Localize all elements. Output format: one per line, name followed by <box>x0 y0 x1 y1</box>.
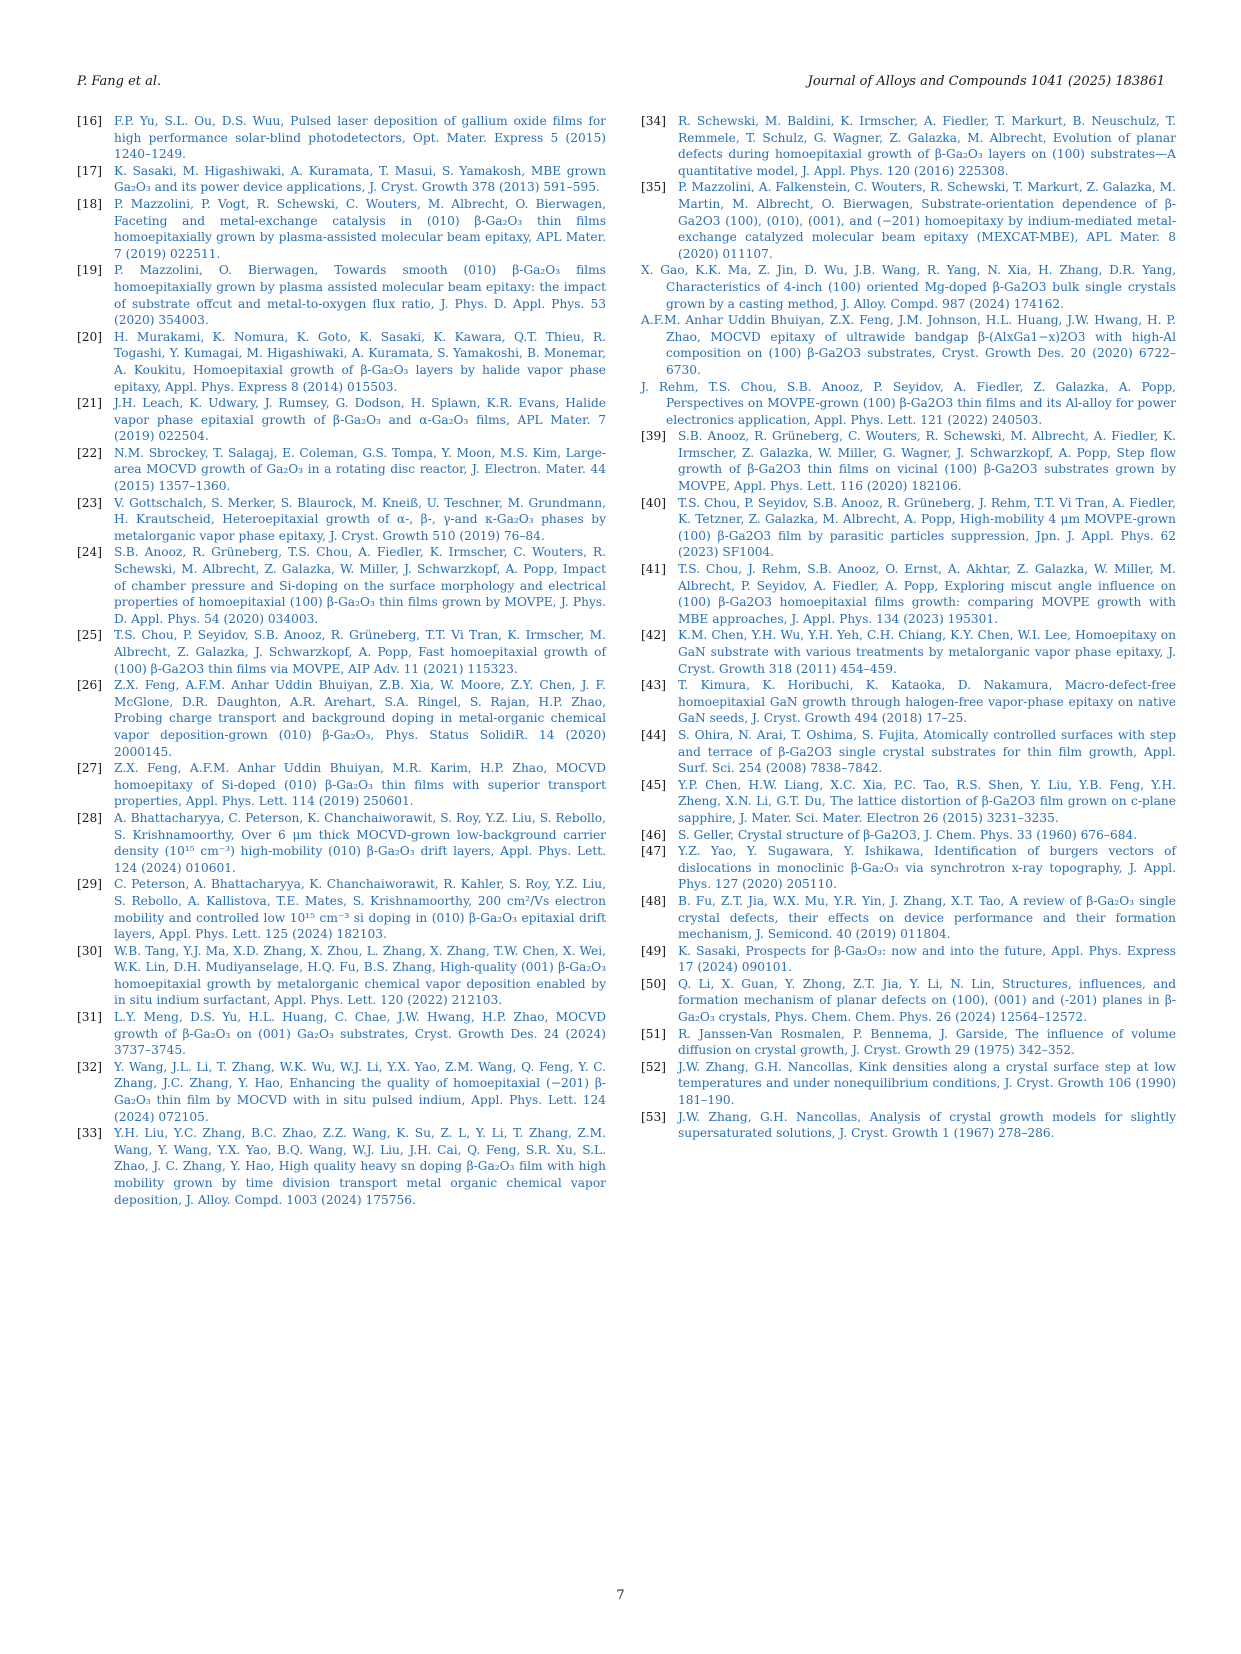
reference-link[interactable]: Y.Z. Yao, Y. Sugawara, Y. Ishikawa, Identification of burgers vectors of dislocations in monoclinic β-Ga₂O₃ via synchrotron x-ray topography, J. Appl. Phys. 127 (2020) 205110. <box>678 844 1176 892</box>
reference-number: [33] <box>77 1126 103 1141</box>
reference-item <box>77 677 606 760</box>
reference-item <box>77 876 606 942</box>
reference-link[interactable]: Q. Li, X. Guan, Y. Zhong, Z.T. Jia, Y. Li, N. Lin, Structures, influences, and formation mechanism of planar defects on (100), (001) and (-201) planes in β-Ga₂O₃ crystals, Phys. Chem. Chem. Phys. 26 (2024) 12564–12572. <box>678 976 1176 1025</box>
reference-number: [17] <box>77 163 103 178</box>
reference-number: [46] <box>641 827 667 842</box>
reference-link[interactable]: Z.X. Feng, A.F.M. Anhar Uddin Bhuiyan, Z.B. Xia, W. Moore, Z.Y. Chen, J. F. McGlone, D.R. Daughton, A.R. Arehart, S.A. Ringel, S. Rajan, H.P. Zhao, Probing charge transport and background doping in metal-organic chemical vapor deposition-grown (010) β-Ga₂O₃, Phys. Status SolidiR. 14 (2020) 2000145. <box>114 678 606 759</box>
reference-link[interactable]: S. Geller, Crystal structure of β-Ga2O3, J. Chem. Phys. 33 (1960) 676–684. <box>678 827 1138 842</box>
reference-item <box>641 428 1176 494</box>
reference-number: [34] <box>641 114 667 128</box>
reference-item <box>641 777 1176 827</box>
reference-number: [35] <box>641 180 667 195</box>
reference-item <box>77 1059 606 1125</box>
reference-item <box>641 561 1176 627</box>
reference-link[interactable]: W.B. Tang, Y.J. Ma, X.D. Zhang, X. Zhou, L. Zhang, X. Zhang, T.W. Chen, X. Wei, W.K. Lin, D.H. Mudiyanselage, H.Q. Fu, B.S. Zhang, High-quality (001) β-Ga₂O₃ homoepitaxial growth by metalorganic chemical vapor deposition enabled by in situ indium surfactant, Appl. Phys. Lett. 120 (2022) 212103. <box>114 943 606 1008</box>
reference-item <box>77 810 606 876</box>
reference-link[interactable]: S.B. Anooz, R. Grüneberg, T.S. Chou, A. Fiedler, K. Irmscher, C. Wouters, R. Schewski, M. Albrecht, Z. Galazka, W. Miller, J. Schwarzkopf, A. Popp, Impact of chamber pressure and Si-doping on the surface morphology and electrical properties of homoepitaxial (100) β-Ga₂O₃ thin films grown by MOVPE, J. Phys. D. Appl. Phys. 54 (2020) 034003. <box>114 545 606 626</box>
reference-link[interactable]: T.S. Chou, P. Seyidov, S.B. Anooz, R. Grüneberg, T.T. Vi Tran, K. Irmscher, M. Albrecht, Z. Galazka, J. Schwarzkopf, A. Popp, Fast homoepitaxial growth of (100) β-Ga2O3 thin films via MOVPE, AIP Adv. 11 (2021) 115323. <box>114 628 606 676</box>
reference-item <box>77 627 606 677</box>
reference-link[interactable]: P. Mazzolini, A. Falkenstein, C. Wouters, R. Schewski, T. Markurt, Z. Galazka, M. Martin, M. Albrecht, O. Bierwagen, Substrate-orientation dependence of β-Ga2O3 (100), (010), (001), and (−201) homoepitaxy by indium-mediated metal-exchange catalyzed molecular beam epitaxy (MEXCAT-MBE), APL Mater. 8 (2020) 011107. <box>678 180 1176 261</box>
reference-link[interactable]: K.M. Chen, Y.H. Wu, Y.H. Yeh, C.H. Chiang, K.Y. Chen, W.I. Lee, Homoepitaxy on GaN substrate with various treatments by metalorganic vapor phase epitaxy, J. Cryst. Growth 318 (2011) 454–459. <box>678 628 1176 676</box>
reference-link[interactable]: R. Schewski, M. Baldini, K. Irmscher, A. Fiedler, T. Markurt, B. Neuschulz, T. Remmele, T. Schulz, G. Wagner, Z. Galazka, M. Albrecht, Evolution of planar defects during homoepitaxial growth of β-Ga₂O₃ layers on (100) substrates—A quantitative model, J. Appl. Phys. 120 (2016) 225308. <box>678 114 1176 178</box>
reference-link[interactable]: H. Murakami, K. Nomura, K. Goto, K. Sasaki, K. Kawara, Q.T. Thieu, R. Togashi, Y. Kumagai, M. Higashiwaki, A. Kuramata, S. Yamakoshi, B. Monemar, A. Koukitu, Homoepitaxial growth of β-Ga₂O₃ layers by halide vapor phase epitaxy, Appl. Phys. Express 8 (2014) 015503. <box>114 329 606 394</box>
header-journal: Journal of Alloys and Compounds 1041 (2025) 183861 <box>807 74 1165 89</box>
reference-link[interactable]: A.F.M. Anhar Uddin Bhuiyan, Z.X. Feng, J.M. Johnson, H.L. Huang, J.W. Hwang, H. P. Zhao, MOCVD epitaxy of ultrawide bandgap β-(AlxGa1−x)2O3 with high-Al composition on (100) β-Ga2O3 substrates, Cryst. Growth Des. 20 (2020) 6722–6730. <box>641 313 1176 377</box>
reference-item <box>641 727 1176 777</box>
reference-link[interactable]: T. Kimura, K. Horibuchi, K. Kataoka, D. Nakamura, Macro-defect-free homoepitaxial GaN growth through halogen-free vapor-phase epitaxy on native GaN seeds, J. Cryst. Growth 494 (2018) 17–25. <box>678 678 1176 726</box>
references-left-column <box>77 113 606 1208</box>
running-header <box>77 74 1165 94</box>
reference-item <box>641 495 1176 561</box>
reference-link[interactable]: P. Mazzolini, O. Bierwagen, Towards smooth (010) β-Ga₂O₃ films homoepitaxially grown by plasma assisted molecular beam epitaxy: the impact of substrate offcut and metal-to-oxygen flux ratio, J. Phys. D. Appl. Phys. 53 (2020) 354003. <box>114 263 606 328</box>
reference-link[interactable]: Y.P. Chen, H.W. Liang, X.C. Xia, P.C. Tao, R.S. Shen, Y. Liu, Y.B. Feng, Y.H. Zheng, X.N. Li, G.T. Du, The lattice distortion of β-Ga2O3 film grown on c-plane sapphire, J. Mater. Sci. Mater. Electron 26 (2015) 3231–3235. <box>678 777 1176 825</box>
reference-item <box>641 312 1176 378</box>
reference-number: [51] <box>641 1026 667 1041</box>
reference-item <box>641 1026 1176 1059</box>
reference-number: [43] <box>641 678 667 693</box>
reference-link[interactable]: S. Ohira, N. Arai, T. Oshima, S. Fujita, Atomically controlled surfaces with step and terrace of β-Ga2O3 single crystal substrates for thin film growth, Appl. Surf. Sci. 254 (2008) 7838–7842. <box>678 727 1176 776</box>
reference-number: [21] <box>77 396 103 411</box>
reference-number: [26] <box>77 678 103 693</box>
reference-item <box>641 1059 1176 1109</box>
reference-number: [30] <box>77 943 103 958</box>
reference-item <box>77 1125 606 1208</box>
reference-number: [32] <box>77 1059 103 1074</box>
page-number: 7 <box>616 1588 625 1603</box>
reference-number: [52] <box>641 1059 667 1074</box>
reference-number: [27] <box>77 761 103 776</box>
reference-number: [29] <box>77 877 103 892</box>
reference-link[interactable]: X. Gao, K.K. Ma, Z. Jin, D. Wu, J.B. Wang, R. Yang, N. Xia, H. Zhang, D.R. Yang, Characteristics of 4-inch (100) oriented Mg-doped β-Ga2O3 bulk single crystals grown by a casting method, J. Alloy. Compd. 987 (2024) 174162. <box>641 263 1176 311</box>
reference-number: [45] <box>641 777 667 792</box>
reference-number: [20] <box>77 329 103 344</box>
reference-link[interactable]: K. Sasaki, M. Higashiwaki, A. Kuramata, T. Masui, S. Yamakosh, MBE grown Ga₂O₃ and its power device applications, J. Cryst. Growth 378 (2013) 591–595. <box>114 163 606 195</box>
reference-item <box>641 179 1176 262</box>
reference-link[interactable]: R. Janssen-Van Rosmalen, P. Bennema, J. Garside, The influence of volume diffusion on crystal growth, J. Cryst. Growth 29 (1975) 342–352. <box>678 1026 1176 1058</box>
reference-number: [41] <box>641 562 667 577</box>
reference-item <box>641 677 1176 727</box>
reference-number: [44] <box>641 727 667 742</box>
reference-number: [25] <box>77 628 103 643</box>
reference-number: [28] <box>77 810 103 825</box>
reference-link[interactable]: A. Bhattacharyya, C. Peterson, K. Chanchaiworawit, S. Roy, Y.Z. Liu, S. Rebollo, S. Krishnamoorthy, Over 6 μm thick MOCVD-grown low-background carrier density (10¹⁵ cm⁻³) high-mobility (010) β-Ga₂O₃ drift layers, Appl. Phys. Lett. 124 (2024) 010601. <box>114 810 606 875</box>
reference-link[interactable]: L.Y. Meng, D.S. Yu, H.L. Huang, C. Chae, J.W. Hwang, H.P. Zhao, MOCVD growth of β-Ga₂O₃ on (001) Ga₂O₃ substrates, Cryst. Growth Des. 24 (2024) 3737–3745. <box>114 1010 606 1058</box>
reference-item <box>77 163 606 196</box>
reference-number: [24] <box>77 545 103 560</box>
header-authors: P. Fang et al. <box>77 74 162 89</box>
reference-number: [19] <box>77 263 103 278</box>
reference-item <box>77 329 606 395</box>
reference-link[interactable]: S.B. Anooz, R. Grüneberg, C. Wouters, R. Schewski, M. Albrecht, A. Fiedler, K. Irmscher, Z. Galazka, W. Miller, G. Wagner, J. Schwarzkopf, A. Popp, Step flow growth of β-Ga2O3 thin films on vicinal (100) β-Ga2O3 substrates grown by MOVPE, Appl. Phys. Lett. 116 (2020) 182106. <box>678 429 1176 494</box>
reference-link[interactable]: N.M. Sbrockey, T. Salagaj, E. Coleman, G.S. Tompa, Y. Moon, M.S. Kim, Large-area MOCVD growth of Ga₂O₃ in a rotating disc reactor, J. Electron. Mater. 44 (2015) 1357–1360. <box>114 445 606 494</box>
reference-item <box>641 1109 1176 1142</box>
reference-link[interactable]: K. Sasaki, Prospects for β-Ga₂O₃: now and into the future, Appl. Phys. Express 17 (2024) 090101. <box>678 943 1176 975</box>
reference-item <box>641 262 1176 312</box>
reference-item <box>77 495 606 545</box>
reference-link[interactable]: C. Peterson, A. Bhattacharyya, K. Chanchaiworawit, R. Kahler, S. Roy, Y.Z. Liu, S. Rebollo, A. Kallistova, T.E. Mates, S. Krishnamoorthy, 200 cm²/Vs electron mobility and controlled low 10¹⁵ cm⁻³ si doping in (010) β-Ga₂O₃ epitaxial drift layers, Appl. Phys. Lett. 125 (2024) 182103. <box>114 877 606 942</box>
reference-link[interactable]: P. Mazzolini, P. Vogt, R. Schewski, C. Wouters, M. Albrecht, O. Bierwagen, Faceting and metal-exchange catalysis in (010) β-Ga₂O₃ thin films homoepitaxially grown by plasma-assisted molecular beam epitaxy, APL Mater. 7 (2019) 022511. <box>114 196 606 261</box>
reference-item <box>77 544 606 627</box>
reference-number: [22] <box>77 445 103 460</box>
reference-item <box>641 893 1176 943</box>
reference-item <box>77 1009 606 1059</box>
reference-link[interactable]: T.S. Chou, J. Rehm, S.B. Anooz, O. Ernst, A. Akhtar, Z. Galazka, W. Miller, M. Albrecht, P. Seyidov, A. Fiedler, A. Popp, Exploring miscut angle influence on (100) β-Ga2O3 homoepitaxial films growth: comparing MOVPE growth with MBE approaches, J. Appl. Phys. 134 (2023) 195301. <box>678 562 1176 626</box>
reference-number: [18] <box>77 196 103 211</box>
reference-item <box>641 843 1176 893</box>
reference-item <box>77 196 606 262</box>
reference-item <box>641 943 1176 976</box>
reference-link[interactable]: Y. Wang, J.L. Li, T. Zhang, W.K. Wu, W.J. Li, Y.X. Yao, Z.M. Wang, Q. Feng, Y. C. Zhang, J.C. Zhang, Y. Hao, Enhancing the quality of homoepitaxial (−201) β-Ga₂O₃ thin film by MOCVD with in situ pulsed indium, Appl. Phys. Lett. 124 (2024) 072105. <box>114 1059 606 1124</box>
reference-number: [48] <box>641 893 667 908</box>
references-right-column <box>641 113 1176 1142</box>
reference-number: [31] <box>77 1010 103 1025</box>
reference-link[interactable]: J.W. Zhang, G.H. Nancollas, Kink densities along a crystal surface step at low temperatures and under nonequilibrium conditions, J. Cryst. Growth 106 (1990) 181–190. <box>678 1059 1176 1108</box>
reference-item <box>641 379 1176 429</box>
reference-item <box>77 445 606 495</box>
reference-item <box>641 827 1176 844</box>
reference-number: [50] <box>641 976 667 991</box>
reference-link[interactable]: Y.H. Liu, Y.C. Zhang, B.C. Zhao, Z.Z. Wang, K. Su, Z. L, Y. Li, T. Zhang, Z.M. Wang, Y. Wang, Y.X. Yao, B.Q. Wang, W.J. Liu, J.H. Cai, Q. Feng, S.R. Xu, S.L. Zhao, J. C. Zhang, Y. Hao, High quality heavy sn doping β-Ga₂O₃ film with high mobility grown by time division transport metal organic chemical vapor deposition, J. Alloy. Compd. 1003 (2024) 175756. <box>114 1126 606 1207</box>
reference-number: [47] <box>641 844 667 859</box>
reference-item <box>77 113 606 163</box>
reference-item <box>77 943 606 1009</box>
reference-link[interactable]: F.P. Yu, S.L. Ou, D.S. Wuu, Pulsed laser deposition of gallium oxide films for high performance solar-blind photodetectors, Opt. Mater. Express 5 (2015) 1240–1249. <box>114 114 606 162</box>
reference-item <box>77 395 606 445</box>
reference-number: [53] <box>641 1109 667 1124</box>
reference-item <box>641 627 1176 677</box>
reference-item <box>77 760 606 810</box>
reference-link[interactable]: J. Rehm, T.S. Chou, S.B. Anooz, P. Seyidov, A. Fiedler, Z. Galazka, A. Popp, Perspectives on MOVPE-grown (100) β-Ga2O3 thin films and its Al-alloy for power electronics application, Appl. Phys. Lett. 121 (2022) 240503. <box>641 379 1176 427</box>
reference-item <box>641 976 1176 1026</box>
reference-number: [42] <box>641 628 667 643</box>
reference-link[interactable]: B. Fu, Z.T. Jia, W.X. Mu, Y.R. Yin, J. Zhang, X.T. Tao, A review of β-Ga₂O₃ single crystal defects, their effects on device performance and their formation mechanism, J. Semicond. 40 (2019) 011804. <box>678 893 1176 942</box>
reference-link[interactable]: J.W. Zhang, G.H. Nancollas, Analysis of crystal growth models for slightly supersaturated solutions, J. Cryst. Growth 1 (1967) 278–286. <box>678 1109 1176 1141</box>
reference-item <box>641 113 1176 179</box>
reference-number: [40] <box>641 495 667 510</box>
reference-number: [23] <box>77 495 103 510</box>
reference-item <box>77 262 606 328</box>
reference-link[interactable]: Z.X. Feng, A.F.M. Anhar Uddin Bhuiyan, M.R. Karim, H.P. Zhao, MOCVD homoepitaxy of Si-doped (010) β-Ga₂O₃ thin films with superior transport properties, Appl. Phys. Lett. 114 (2019) 250601. <box>114 761 606 809</box>
reference-link[interactable]: T.S. Chou, P. Seyidov, S.B. Anooz, R. Grüneberg, J. Rehm, T.T. Vi Tran, A. Fiedler, K. Tetzner, Z. Galazka, M. Albrecht, A. Popp, High-mobility 4 μm MOVPE-grown (100) β-Ga2O3 film by parasitic particles suppression, Jpn. J. Appl. Phys. 62 (2023) SF1004. <box>678 495 1176 560</box>
reference-number: [16] <box>77 114 103 128</box>
reference-number: [49] <box>641 943 667 958</box>
reference-number: [39] <box>641 429 667 444</box>
reference-link[interactable]: J.H. Leach, K. Udwary, J. Rumsey, G. Dodson, H. Splawn, K.R. Evans, Halide vapor phase epitaxial growth of β-Ga₂O₃ and α-Ga₂O₃ films, APL Mater. 7 (2019) 022504. <box>114 396 606 444</box>
reference-link[interactable]: V. Gottschalch, S. Merker, S. Blaurock, M. Kneiß, U. Teschner, M. Grundmann, H. Krautscheid, Heteroepitaxial growth of α-, β-, γ-and κ-Ga₂O₃ phases by metalorganic vapor phase epitaxy, J. Cryst. Growth 510 (2019) 76–84. <box>114 495 606 543</box>
